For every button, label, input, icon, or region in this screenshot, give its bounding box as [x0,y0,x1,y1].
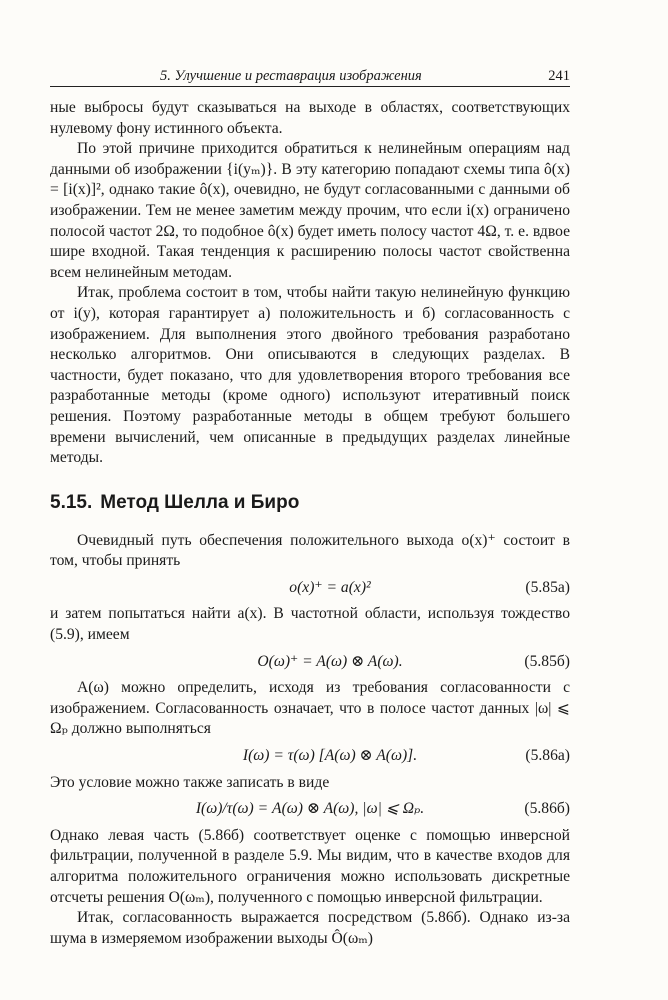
equation-label: (5.86б) [524,800,570,818]
section-heading [50,491,570,515]
paragraph-positive-output: Очевидный путь обеспечения положительного выхода o(x)⁺ состоит в том, чтобы принять [50,531,570,570]
equation-label: (5.85б) [524,652,570,670]
paragraph-continuation: ные выбросы будут сказываться на выходе в областях, соответствующих нулевому фону истинного объекта. [50,99,570,137]
equation-label: (5.86а) [525,747,570,765]
paragraph-frequency-domain: и затем попытаться найти a(x). В частотной области, используя тождество (5.9), имеем [50,605,570,644]
running-title: 5. Улучшение и реставрация изображения [160,68,422,84]
section-title: Метод Шелла и Биро [100,491,300,513]
paragraph-inverse-filtering: Однако левая часть (5.86б) соответствует оценке с помощью инверсной фильтрации, полученной в разделе 5.9. Мы видим, что в качестве входов для алгоритма положительного ограничения можно использовать дискретные отсчеты решения O(ωₘ), полученного с помощью инверсной фильтрации. [50,826,570,906]
paragraph-rewrite-condition: Это условие можно также записать в виде [50,773,330,791]
page-number: 241 [548,68,570,84]
equation-label: (5.85а) [525,578,570,596]
paragraph-noise: Итак, согласованность выражается посредством (5.86б). Однако из-за шума в измеряемом изображении выходы Ô(ωₘ) [50,909,570,947]
equation-5-86b [50,799,570,820]
equation-5-86a [50,746,570,767]
paragraph-consistency: A(ω) можно определить, исходя из требования согласованности с изображением. Согласованность означает, что в полосе частот данных |ω| ⩽ Ωₚ должно выполняться [50,679,570,738]
equation-5-85b [50,652,570,673]
equation-expression: I(ω)/τ(ω) = A(ω) ⊗ A(ω), |ω| ⩽ Ωₚ. [195,800,425,818]
page-body [50,98,570,949]
equation-expression: o(x)⁺ = a(x)² [289,578,371,596]
page-header [50,66,570,87]
section-number: 5.15. [50,491,93,513]
equation-5-85a [50,578,570,599]
equation-expression: O(ω)⁺ = A(ω) ⊗ A(ω). [257,652,403,670]
equation-expression: I(ω) = τ(ω) [A(ω) ⊗ A(ω)]. [242,747,418,765]
paragraph-problem-statement: Итак, проблема состоит в том, чтобы найти такую нелинейную функцию от i(y), которая гарантирует а) положительность и б) согласованность с изображением. Для выполнения этого двойного требования разработано несколько алгоритмов. Они описываются в следующих разделах. В частности, будет показано, что для удовлетворения второго требования все разработанные методы (кроме одного) используют итеративный поиск решения. Поэтому разработанные методы в общем требуют большего времени вычислений, чем описанные в предыдущих разделах линейные методы. [50,284,570,467]
paragraph-nonlinear-operations: По этой причине приходится обратиться к нелинейным операциям над данными об изображении {i(yₘ)}. В эту категорию попадают схемы типа ô(x) = [i(x)]², однако такие ô(x), очевидно, не будут согласованными с данными об изображении. Тем не менее заметим между прочим, что если i(x) ограничено полосой частот 2Ω, то подобное ô(x) будет иметь полосу частот 4Ω, т. е. вдвое шире входной. Такая тенденция к расширению полосы частот свойственна всем нелинейным методам. [50,140,570,281]
